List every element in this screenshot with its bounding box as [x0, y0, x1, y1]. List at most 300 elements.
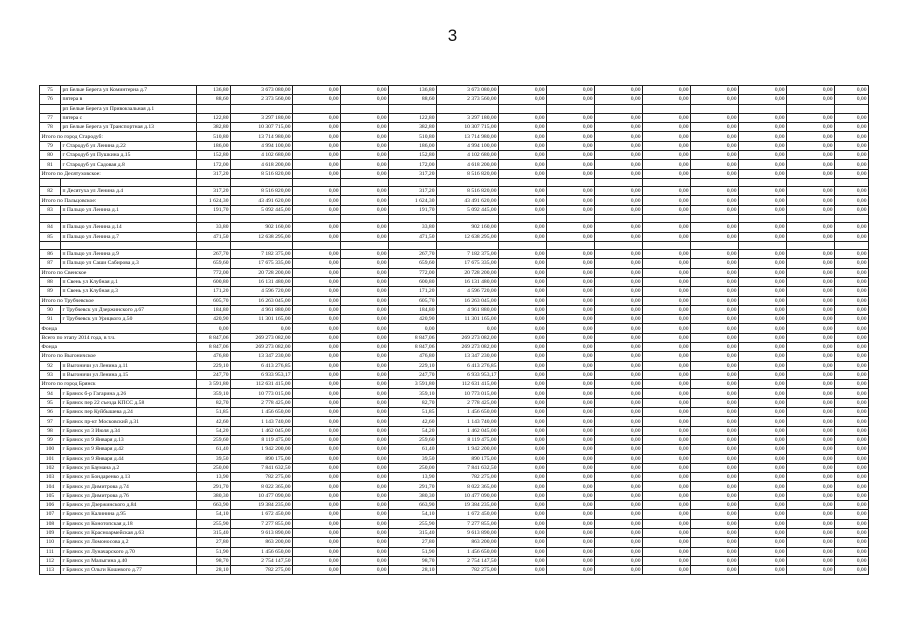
value-cell: 0,00: [643, 473, 691, 482]
value-cell: 0,00: [643, 547, 691, 556]
value-cell: 382,80: [197, 123, 231, 132]
value-cell: 0,00: [341, 352, 389, 361]
value-cell: 0,00: [595, 250, 643, 259]
address-cell: рп Белые Берега ул Привокзальная д.1: [61, 104, 197, 113]
value-cell: 0,00: [293, 408, 341, 417]
value-cell: 863 200,00: [437, 538, 499, 547]
address-cell: г Брянск пр-кт Московский д.31: [61, 417, 197, 426]
value-cell: 0,00: [341, 232, 389, 241]
value-cell: 0,00: [547, 566, 595, 575]
row-number: 86: [40, 250, 61, 259]
value-cell: 0,00: [547, 315, 595, 324]
value-cell: 122,80: [197, 113, 231, 122]
value-cell: 0,00: [739, 482, 787, 491]
value-cell: 0,00: [835, 417, 869, 426]
value-cell: 33,80: [389, 223, 437, 232]
value-cell: 0,00: [835, 205, 869, 214]
value-cell: 0,00: [691, 426, 739, 435]
value-cell: 382,80: [389, 123, 437, 132]
value-cell: 0,00: [547, 370, 595, 379]
value-cell: 0,00: [787, 95, 835, 104]
value-cell: [643, 104, 691, 113]
value-cell: 0,00: [595, 333, 643, 342]
value-cell: 0,00: [835, 123, 869, 132]
value-cell: 0,00: [739, 160, 787, 169]
value-cell: 0,00: [341, 132, 389, 141]
value-cell: 0,00: [787, 324, 835, 333]
row-number: 92: [40, 361, 61, 370]
value-cell: 0,00: [499, 519, 547, 528]
value-cell: 0,00: [739, 95, 787, 104]
value-cell: 28,10: [389, 566, 437, 575]
value-cell: 0,00: [691, 333, 739, 342]
table-row: [40, 187, 869, 196]
value-cell: 8 847,06: [389, 333, 437, 342]
value-cell: 0,00: [643, 361, 691, 370]
value-cell: 0,00: [293, 287, 341, 296]
value-cell: 13 714 980,00: [437, 132, 499, 141]
row-number: 104: [40, 482, 61, 491]
value-cell: 0,00: [341, 398, 389, 407]
value-cell: 0,00: [643, 324, 691, 333]
value-cell: 0,00: [739, 445, 787, 454]
empty-cell: [231, 215, 293, 223]
value-cell: 3 591,80: [197, 380, 231, 389]
value-cell: 0,00: [341, 268, 389, 277]
table-row: [40, 426, 869, 435]
empty-cell: [787, 215, 835, 223]
table-row: [40, 123, 869, 132]
value-cell: 7 277 855,00: [231, 519, 293, 528]
value-cell: 0,00: [787, 501, 835, 510]
table-row: [40, 223, 869, 232]
value-cell: 229,10: [389, 361, 437, 370]
value-cell: 0,00: [341, 333, 389, 342]
spacer-row: [40, 178, 869, 186]
total-row: [40, 380, 869, 389]
value-cell: 0,00: [547, 547, 595, 556]
value-cell: 0,00: [499, 250, 547, 259]
value-cell: 659,60: [197, 259, 231, 268]
table-row: [40, 277, 869, 286]
row-number: 101: [40, 454, 61, 463]
value-cell: 0,00: [293, 250, 341, 259]
value-cell: 0,00: [739, 113, 787, 122]
value-cell: 8 516 820,00: [437, 187, 499, 196]
value-cell: 0,00: [341, 501, 389, 510]
table-row: [40, 519, 869, 528]
value-cell: 890 175,00: [437, 454, 499, 463]
value-cell: 0,00: [739, 519, 787, 528]
value-cell: 0,00: [739, 268, 787, 277]
value-cell: 0,00: [595, 151, 643, 160]
value-cell: 0,00: [643, 501, 691, 510]
table-row: [40, 95, 869, 104]
address-cell: г Брянск ул 9 Января д.44: [61, 454, 197, 463]
row-number: 80: [40, 151, 61, 160]
table-row: [40, 287, 869, 296]
total-row: [40, 268, 869, 277]
row-number: 79: [40, 141, 61, 150]
value-cell: 0,00: [835, 151, 869, 160]
value-cell: 0,00: [739, 566, 787, 575]
value-cell: 184,80: [197, 305, 231, 314]
value-cell: 0,00: [293, 510, 341, 519]
value-cell: 0,00: [341, 473, 389, 482]
value-cell: 0,00: [547, 519, 595, 528]
value-cell: 0,00: [787, 398, 835, 407]
value-cell: 0,00: [643, 95, 691, 104]
table-row: [40, 566, 869, 575]
value-cell: 0,00: [595, 315, 643, 324]
value-cell: 0,00: [547, 389, 595, 398]
value-cell: 0,00: [643, 268, 691, 277]
value-cell: 7 841 632,50: [437, 463, 499, 472]
value-cell: 0,00: [499, 196, 547, 205]
value-cell: 0,00: [691, 556, 739, 565]
value-cell: 0,00: [691, 566, 739, 575]
value-cell: 0,00: [293, 352, 341, 361]
value-cell: 0,00: [293, 315, 341, 324]
value-cell: 0,00: [691, 95, 739, 104]
value-cell: 1 672 450,00: [231, 510, 293, 519]
row-number: 108: [40, 519, 61, 528]
value-cell: 3 297 180,00: [437, 113, 499, 122]
value-cell: 12 638 295,00: [231, 232, 293, 241]
table-row: [40, 408, 869, 417]
value-cell: 0,00: [595, 380, 643, 389]
value-cell: 16 131 480,00: [437, 277, 499, 286]
value-cell: 5 092 445,00: [437, 205, 499, 214]
value-cell: 0,00: [293, 132, 341, 141]
empty-cell: [437, 178, 499, 186]
value-cell: 0,00: [547, 123, 595, 132]
empty-cell: [835, 241, 869, 249]
value-cell: 0,00: [341, 491, 389, 500]
value-cell: 0,00: [835, 473, 869, 482]
table-row: [40, 250, 869, 259]
value-cell: 6 933 953,17: [231, 370, 293, 379]
value-cell: 0,00: [739, 342, 787, 351]
value-cell: 191,70: [197, 205, 231, 214]
row-number: 113: [40, 566, 61, 575]
value-cell: 782 275,00: [437, 473, 499, 482]
value-cell: 0,00: [499, 287, 547, 296]
value-cell: 33,80: [197, 223, 231, 232]
value-cell: 0,00: [595, 519, 643, 528]
value-cell: 0,00: [643, 141, 691, 150]
value-cell: 0,00: [499, 547, 547, 556]
value-cell: 8 119 475,00: [437, 435, 499, 444]
value-cell: 13 347 230,00: [231, 352, 293, 361]
value-cell: 0,00: [293, 141, 341, 150]
row-number: 94: [40, 389, 61, 398]
value-cell: 0,00: [643, 333, 691, 342]
value-cell: 0,00: [293, 160, 341, 169]
value-cell: 0,00: [547, 342, 595, 351]
value-cell: 0,00: [341, 556, 389, 565]
value-cell: 0,00: [787, 482, 835, 491]
row-number: 106: [40, 501, 61, 510]
value-cell: 0,00: [835, 342, 869, 351]
value-cell: 8 847,06: [389, 342, 437, 351]
value-cell: 0,00: [739, 556, 787, 565]
value-cell: 0,00: [547, 196, 595, 205]
value-cell: 0,00: [595, 232, 643, 241]
value-cell: 0,00: [835, 113, 869, 122]
value-cell: 0,00: [547, 528, 595, 537]
value-cell: 0,00: [595, 435, 643, 444]
value-cell: 0,00: [389, 324, 437, 333]
value-cell: 17 675 335,00: [437, 259, 499, 268]
value-cell: 0,00: [499, 491, 547, 500]
value-cell: 0,00: [835, 398, 869, 407]
value-cell: 0,00: [595, 287, 643, 296]
value-cell: 0,00: [293, 268, 341, 277]
value-cell: 255,90: [389, 519, 437, 528]
value-cell: 0,00: [595, 491, 643, 500]
value-cell: 0,00: [643, 287, 691, 296]
table-row: [40, 556, 869, 565]
value-cell: 0,00: [499, 380, 547, 389]
value-cell: 186,00: [197, 141, 231, 150]
value-cell: [389, 104, 437, 113]
value-cell: 0,00: [547, 160, 595, 169]
value-cell: 51,90: [389, 547, 437, 556]
value-cell: 0,00: [595, 352, 643, 361]
value-cell: 0,00: [341, 324, 389, 333]
total-label: Итого по Свенское: [40, 268, 197, 277]
value-cell: 0,00: [595, 141, 643, 150]
value-cell: 0,00: [835, 160, 869, 169]
value-cell: 0,00: [547, 510, 595, 519]
value-cell: 0,00: [691, 259, 739, 268]
value-cell: 0,00: [739, 123, 787, 132]
address-cell: рп Белые Берега ул Коминтерна д.7: [61, 86, 197, 95]
value-cell: 0,00: [835, 519, 869, 528]
value-cell: [739, 104, 787, 113]
value-cell: 0,00: [643, 491, 691, 500]
value-cell: 0,00: [595, 566, 643, 575]
value-cell: 0,00: [739, 491, 787, 500]
address-cell: г Брянск ул Бондаренко д.13: [61, 473, 197, 482]
row-number: 112: [40, 556, 61, 565]
empty-cell: [293, 241, 341, 249]
value-cell: 0,00: [739, 417, 787, 426]
value-cell: 0,00: [691, 510, 739, 519]
value-cell: 0,00: [787, 510, 835, 519]
value-cell: 0,00: [293, 151, 341, 160]
value-cell: 0,00: [787, 389, 835, 398]
value-cell: 0,00: [691, 361, 739, 370]
value-cell: 380,30: [197, 491, 231, 500]
value-cell: 0,00: [691, 160, 739, 169]
address-cell: г Брянск ул Малыгина д.40: [61, 556, 197, 565]
value-cell: 4 994 100,00: [231, 141, 293, 150]
value-cell: 0,00: [787, 259, 835, 268]
value-cell: 0,00: [547, 482, 595, 491]
table-row: [40, 463, 869, 472]
address-cell: г Брянск ул Конотопская д.18: [61, 519, 197, 528]
address-cell: п Пальцо ул Ленина д.9: [61, 250, 197, 259]
empty-cell: [739, 178, 787, 186]
value-cell: 122,80: [389, 113, 437, 122]
empty-cell: [40, 215, 61, 223]
value-cell: 0,00: [787, 519, 835, 528]
value-cell: 0,00: [341, 426, 389, 435]
value-cell: 0,00: [595, 187, 643, 196]
row-number: 107: [40, 510, 61, 519]
value-cell: 12 638 295,00: [437, 232, 499, 241]
value-cell: 0,00: [787, 547, 835, 556]
value-cell: 229,10: [197, 361, 231, 370]
value-cell: 0,00: [787, 141, 835, 150]
value-cell: 0,00: [691, 223, 739, 232]
value-cell: 269 273 082,00: [231, 342, 293, 351]
empty-cell: [691, 215, 739, 223]
value-cell: 16 263 045,00: [231, 296, 293, 305]
value-cell: 8 516 820,00: [437, 169, 499, 178]
row-number: 103: [40, 473, 61, 482]
empty-cell: [739, 215, 787, 223]
value-cell: 0,00: [499, 277, 547, 286]
value-cell: 0,00: [293, 547, 341, 556]
value-cell: 112 631 415,00: [231, 380, 293, 389]
value-cell: 317,20: [389, 187, 437, 196]
value-cell: 0,00: [547, 473, 595, 482]
value-cell: 380,30: [389, 491, 437, 500]
value-cell: 0,00: [835, 223, 869, 232]
value-cell: 359,10: [197, 389, 231, 398]
value-cell: 19 384 235,00: [231, 501, 293, 510]
value-cell: 0,00: [293, 463, 341, 472]
table-row: [40, 151, 869, 160]
value-cell: 0,00: [341, 287, 389, 296]
value-cell: 0,00: [499, 408, 547, 417]
value-cell: 1 456 650,00: [437, 547, 499, 556]
value-cell: 476,80: [389, 352, 437, 361]
value-cell: 0,00: [499, 426, 547, 435]
value-cell: 0,00: [691, 196, 739, 205]
value-cell: 0,00: [835, 435, 869, 444]
value-cell: 0,00: [739, 232, 787, 241]
value-cell: 0,00: [643, 445, 691, 454]
row-number: 89: [40, 287, 61, 296]
value-cell: [547, 104, 595, 113]
value-cell: 0,00: [341, 277, 389, 286]
row-number: 99: [40, 435, 61, 444]
value-cell: 0,00: [293, 361, 341, 370]
value-cell: 0,00: [341, 113, 389, 122]
value-cell: 0,00: [499, 268, 547, 277]
value-cell: 0,00: [293, 566, 341, 575]
value-cell: 0,00: [595, 324, 643, 333]
empty-cell: [595, 215, 643, 223]
value-cell: 0,00: [547, 141, 595, 150]
value-cell: 0,00: [739, 538, 787, 547]
value-cell: 2 373 560,00: [231, 95, 293, 104]
total-row: [40, 333, 869, 342]
value-cell: 0,00: [787, 277, 835, 286]
value-cell: 0,00: [835, 463, 869, 472]
value-cell: 10 477 090,00: [231, 491, 293, 500]
table-row: [40, 491, 869, 500]
empty-cell: [437, 241, 499, 249]
value-cell: 2 778 425,00: [437, 398, 499, 407]
value-cell: 1 672 450,00: [437, 510, 499, 519]
value-cell: 1 456 650,00: [231, 408, 293, 417]
value-cell: 0,00: [595, 160, 643, 169]
value-cell: 82,70: [389, 398, 437, 407]
value-cell: 0,00: [341, 538, 389, 547]
value-cell: 0,00: [691, 389, 739, 398]
value-cell: 98,70: [389, 556, 437, 565]
table-row: [40, 445, 869, 454]
value-cell: 0,00: [293, 370, 341, 379]
value-cell: 782 275,00: [437, 566, 499, 575]
value-cell: 0,00: [499, 482, 547, 491]
value-cell: 0,00: [643, 342, 691, 351]
value-cell: 0,00: [787, 196, 835, 205]
value-cell: 0,00: [547, 501, 595, 510]
value-cell: 0,00: [595, 463, 643, 472]
value-cell: 0,00: [197, 324, 231, 333]
value-cell: 3 673 080,00: [231, 86, 293, 95]
value-cell: 8 847,06: [197, 333, 231, 342]
value-cell: 20 728 200,00: [231, 268, 293, 277]
value-cell: 10 307 715,00: [437, 123, 499, 132]
address-cell: г Стародуб ул Ленина д.22: [61, 141, 197, 150]
value-cell: 0,00: [341, 223, 389, 232]
value-cell: 0,00: [499, 296, 547, 305]
value-cell: 4 596 720,00: [437, 287, 499, 296]
value-cell: 4 102 680,00: [437, 151, 499, 160]
value-cell: 0,00: [691, 250, 739, 259]
value-cell: 1 456 650,00: [437, 408, 499, 417]
value-cell: 0,00: [547, 463, 595, 472]
value-cell: 2 778 425,00: [231, 398, 293, 407]
value-cell: 4 961 880,00: [437, 305, 499, 314]
value-cell: 1 942 200,00: [231, 445, 293, 454]
value-cell: 359,10: [389, 389, 437, 398]
empty-cell: [547, 241, 595, 249]
empty-cell: [293, 178, 341, 186]
value-cell: 269 273 082,00: [437, 342, 499, 351]
value-cell: 0,00: [835, 408, 869, 417]
address-cell: г Брянск пер Куйбышева д.24: [61, 408, 197, 417]
address-cell: г Трубчевск ул Дзержинского д.67: [61, 305, 197, 314]
value-cell: 0,00: [739, 463, 787, 472]
value-cell: 0,00: [739, 324, 787, 333]
value-cell: [595, 104, 643, 113]
value-cell: 0,00: [787, 169, 835, 178]
value-cell: 0,00: [643, 132, 691, 141]
value-cell: 0,00: [787, 287, 835, 296]
total-row: [40, 169, 869, 178]
value-cell: 0,00: [835, 232, 869, 241]
value-cell: 8 022 365,00: [231, 482, 293, 491]
value-cell: 4 961 880,00: [231, 305, 293, 314]
value-cell: 0,00: [499, 315, 547, 324]
value-cell: 4 618 200,00: [231, 160, 293, 169]
value-cell: 0,00: [547, 277, 595, 286]
value-cell: 0,00: [499, 141, 547, 150]
total-row: [40, 196, 869, 205]
empty-cell: [437, 215, 499, 223]
address-cell: пятера в: [61, 95, 197, 104]
value-cell: 54,10: [389, 510, 437, 519]
value-cell: 28,10: [197, 566, 231, 575]
